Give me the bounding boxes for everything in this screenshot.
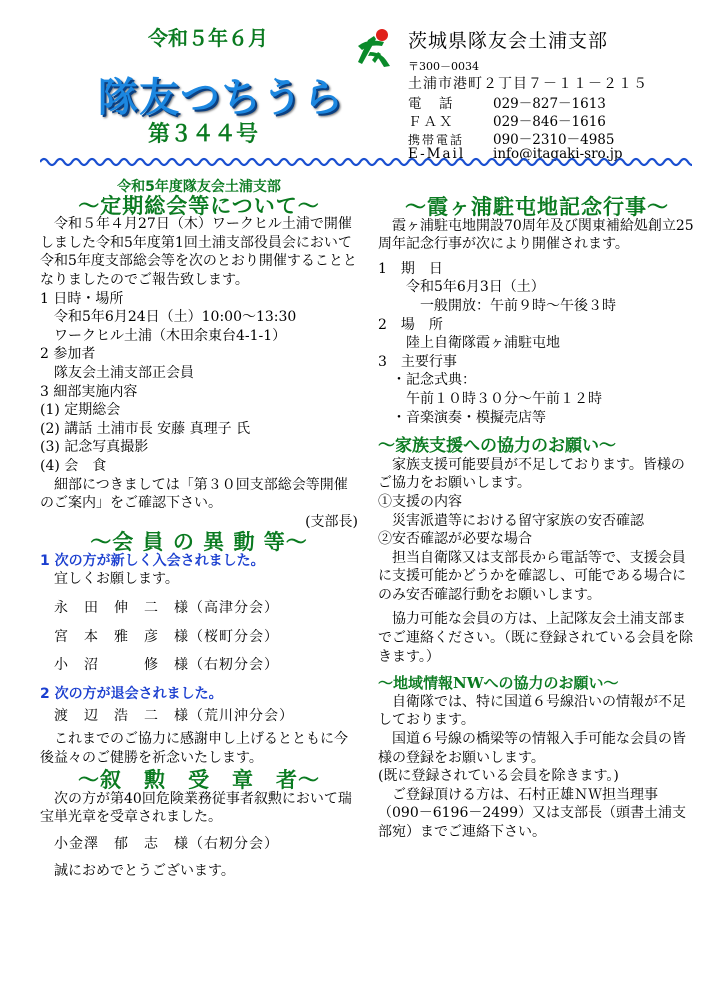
item1-venue: ワークヒル土浦（木田余東台4-1-1） <box>54 327 287 344</box>
sec6-title: ～地域情報NWへの協力のお願い～ <box>378 674 619 693</box>
item1-datetime: 令和5年6月24日（土）10:00～13:30 <box>54 309 297 326</box>
sec1-title: ～定期総会等について～ <box>78 192 320 218</box>
contact-email: E-Mail info@itagaki-sro.jp <box>408 146 623 162</box>
item2-attendees: 隊友会土浦支部正会員 <box>54 364 194 381</box>
header-divider-wave <box>40 156 692 168</box>
award-text: 次の方が第40回危険業務従事者叙勲において瑞宝単光章を受章されました。 <box>40 790 352 826</box>
sec2-title: ～会 員 の 異 動 等～ <box>90 529 308 555</box>
sec5-title: ～家族支援への協力のお願い～ <box>378 436 616 457</box>
new-members-heading: 1 次の方が新しく入会されました。 <box>40 552 265 569</box>
item2-heading: 2 参加者 <box>40 346 96 363</box>
sec4-intro: 霞ヶ浦駐屯地開設70周年及び関東補給処創立25周年記念行事が次により開催されます。 <box>378 217 694 253</box>
event-date: 令和5年6月3日（土） <box>406 279 545 296</box>
address: 土浦市港町２丁目７－１１－２１５ <box>408 76 648 92</box>
event-ceremony-time: 午前１０時３０分～午前１２時 <box>406 390 602 407</box>
detail-3: (3) 記念写真撮影 <box>40 439 149 456</box>
new-member-1: 永 田 伸 二 様（高津分会） <box>54 600 279 617</box>
detail-1: (1) 定期総会 <box>40 402 121 419</box>
sec4-title: ～霞ヶ浦駐屯地記念行事～ <box>405 194 669 219</box>
new-members-greeting: 宜しくお願します。 <box>54 571 179 588</box>
sec3-title: ～叙 勲 受 章 者～ <box>78 767 320 793</box>
association-logo-icon <box>354 26 394 68</box>
event-open-hours: 一般開放：午前９時～午後３時 <box>420 297 616 314</box>
new-member-2: 宮 本 雅 彦 様（桜町分会） <box>54 628 279 645</box>
sec1-signoff: (支部長) <box>305 513 358 530</box>
event-place: 陸上自衛隊霞ヶ浦駐屯地 <box>406 335 560 352</box>
support-content-heading: ①支援の内容 <box>378 493 462 510</box>
item3-heading: 3 細部実施内容 <box>40 383 138 400</box>
postal-code: 〒300－0034 <box>408 60 479 73</box>
leaving-members-heading: 2 次の方が退会されました。 <box>40 685 223 702</box>
sec6-para2: 国道６号線の橋梁等の情報入手可能な会員の皆様の登録をお願いします。 <box>378 731 686 766</box>
safety-check-text: 担当自衛隊又は支部長から電話等で、支援会員に支援可能かどうかを確認し、可能である場合にのみ安否確認行動をお願いします。 <box>378 549 686 603</box>
contact-fax: ＦＡＸ 029－846－1616 <box>408 114 606 130</box>
sec6-para1: 自衛隊では、特に国道６号線沿いの情報が不足しております。 <box>378 693 686 729</box>
organization-name: 茨城県隊友会土浦支部 <box>408 30 609 52</box>
detail-4: (4) 会 食 <box>40 457 107 474</box>
left-column <box>40 178 358 880</box>
event-place-heading: 2 場 所 <box>378 316 443 333</box>
sec6-para4: ご登録頂ける方は、石村正雄ＮＷ担当理事（090－6196－2499）又は支部長（頭書土浦支部宛）までご連絡下さい。 <box>378 786 686 840</box>
issue-date: 令和５年６月 <box>148 26 268 50</box>
sec6-para3: (既に登録されている会員を除きます。) <box>378 768 619 785</box>
issue-number: 第３４４号 <box>148 122 259 147</box>
sec5-closing: 協力可能な会員の方は、上記隊友会土浦支部までご連絡ください。（既に登録されている会員を除きます。） <box>378 611 693 665</box>
sec5-intro: 家族支援可能要員が不足しております。皆様のご協力をお願いします。 <box>378 456 685 492</box>
newsletter-title: 隊友つちうら <box>98 75 344 121</box>
sec1-intro: 令和５年４月27日（木）ワークヒル土浦で開催しました令和5年度第1回土浦支部役員会において令和5年度支部総会等を次のとおり開催することとなりましたのでご報告致します。 <box>40 216 357 288</box>
award-congrats: 誠におめでとうございます。 <box>54 862 235 879</box>
sec1-note: 細部につきましては「第３０回支部総会等開催のご案内」をご確認下さい。 <box>40 476 348 512</box>
leaving-message: これまでのご協力に感謝申し上げるとともに今後益々のご健勝を祈念いたします。 <box>40 731 348 766</box>
leaving-member-1: 渡 辺 浩 二 様（荒川沖分会） <box>54 708 294 725</box>
support-content-text: 災害派遣等における留守家族の安否確認 <box>392 512 644 529</box>
event-program-heading: 3 主要行事 <box>378 353 457 370</box>
detail-2: (2) 講話 土浦市長 安藤 真理子 氏 <box>40 420 251 437</box>
safety-check-heading: ②安否確認が必要な場合 <box>378 531 532 548</box>
award-recipient: 小金澤 郁 志 様（右籾分会） <box>54 836 279 852</box>
sec1-subtitle: 令和5年度隊友会土浦支部 <box>117 179 281 195</box>
event-music: ・音楽演奏・模擬売店等 <box>392 409 546 426</box>
new-member-3: 小 沼 修 様（右籾分会） <box>54 657 279 674</box>
event-date-heading: 1 期 日 <box>378 260 443 277</box>
contact-mobile: 携帯電話 090－2310－4985 <box>408 132 615 148</box>
event-ceremony: ・記念式典： <box>392 372 476 389</box>
contact-phone: 電 話 029－827－1613 <box>408 96 606 112</box>
item1-heading: 1 日時・場所 <box>40 290 124 307</box>
right-column <box>378 194 696 842</box>
